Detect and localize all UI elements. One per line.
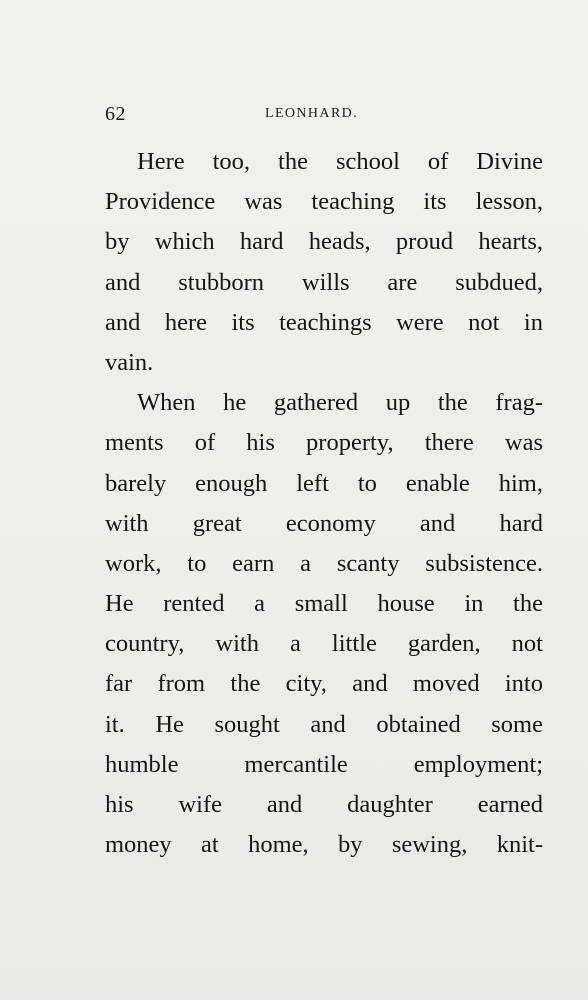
text-line: humble mercantile employment; — [105, 750, 543, 778]
text-line: with great economy and hard — [105, 509, 543, 537]
text-line: money at home, by sewing, knit- — [105, 831, 543, 859]
text-line: When he gathered up the frag- — [137, 389, 543, 417]
text-line: and stubborn wills are subdued, — [105, 268, 543, 296]
text-line: it. He sought and obtained some — [105, 710, 543, 738]
paragraph-2 — [105, 383, 543, 865]
text-line: far from the city, and moved into — [105, 670, 543, 698]
text-line: by which hard heads, proud hearts, — [105, 228, 543, 256]
text-line: work, to earn a scanty subsistence. — [105, 549, 543, 577]
text-line: his wife and daughter earned — [105, 791, 543, 818]
running-title: LEONHARD. — [265, 106, 359, 121]
text-line: and here its teachings were not in — [105, 308, 543, 336]
paragraph-1 — [105, 142, 543, 383]
text-line: country, with a little garden, not — [105, 630, 543, 658]
body-text — [105, 142, 543, 865]
text-line: Here too, the school of Divine — [137, 148, 543, 175]
text-line: He rented a small house in the — [105, 590, 543, 618]
text-line: ments of his property, there was — [105, 429, 543, 457]
running-header — [105, 103, 543, 127]
text-line: barely enough left to enable him, — [105, 469, 543, 497]
page-number: 62 — [105, 103, 126, 125]
text-line: Providence was teaching its lesson, — [105, 188, 543, 216]
text-line: vain. — [105, 348, 154, 376]
